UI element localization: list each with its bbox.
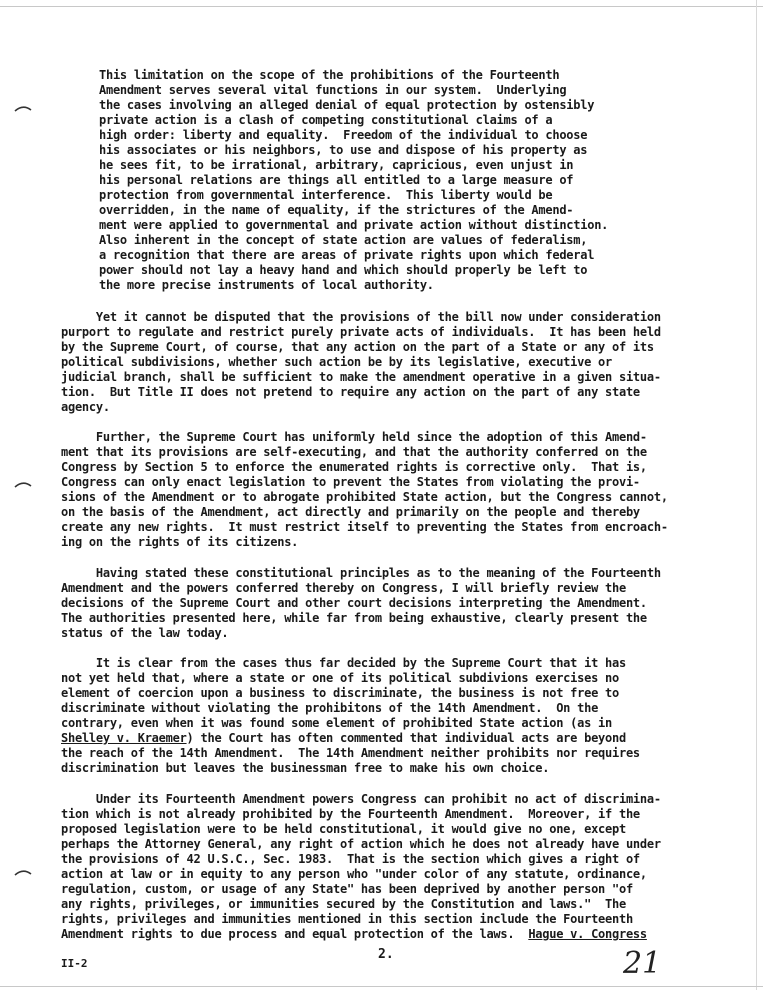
text-line: power should not lay a heavy hand and which should properly be left to — [99, 263, 588, 277]
text-line: Congress can only enact legislation to prevent the States from violating the provi- — [61, 475, 640, 489]
case-citation-shelley: Shelley v. Kraemer — [61, 731, 187, 745]
handwritten-page-number: 21 — [623, 946, 662, 981]
text-line: he sees fit, to be irrational, arbitrary, capricious, even unjust in — [99, 158, 574, 172]
text-line: Amendment and the powers conferred thereby on Congress, I will briefly review the — [61, 581, 626, 595]
text-line: overridden, in the name of equality, if the strictures of the Amend- — [99, 203, 574, 217]
text-line: a recognition that there are areas of private rights upon which federal — [99, 248, 595, 262]
paragraph-3 — [61, 430, 668, 550]
case-citation-hague: Hague v. Congress — [528, 927, 647, 941]
text-line: discriminate without violating the prohibitons of the 14th Amendment. On the — [61, 701, 599, 715]
text-line: proposed legislation were to be held constitutional, it would give no one, except — [61, 822, 626, 836]
paragraph-5 — [61, 656, 640, 776]
text-line: status of the law today. — [61, 626, 229, 640]
binding-mark-icon — [14, 104, 32, 112]
page-number: 2. — [378, 947, 394, 962]
binding-mark-icon — [14, 868, 32, 876]
text-line: Congress by Section 5 to enforce the enumerated rights is corrective only. That is, — [61, 460, 647, 474]
text-line: political subdivisions, whether such action be by its legislative, executive or — [61, 355, 612, 369]
paragraph-6 — [61, 792, 661, 942]
text-line: the provisions of 42 U.S.C., Sec. 1983. That is the section which gives a right of — [61, 852, 640, 866]
paragraph-2 — [61, 310, 661, 415]
text-line: create any new rights. It must restrict itself to preventing the States from encroach- — [61, 520, 668, 534]
text-line: regulation, custom, or usage of any State" has been deprived by another person "of — [61, 882, 633, 896]
text-line: perhaps the Attorney General, any right of action which he does not already have under — [61, 837, 661, 851]
text-span: ) the Court has often commented that individual acts are beyond — [186, 731, 626, 745]
text-line: judicial branch, shall be sufficient to make the amendment operative in a given situa- — [61, 370, 661, 384]
text-line: his personal relations are things all entitled to a large measure of — [99, 173, 574, 187]
text-line: purport to regulate and restrict purely private acts of individuals. It has been held — [61, 325, 661, 339]
text-line: tion which is not already prohibited by the Fourteenth Amendment. Moreover, if the — [61, 807, 640, 821]
paragraph-1 — [99, 68, 608, 293]
text-line: on the basis of the Amendment, act directly and primarily on the people and thereby — [61, 505, 640, 519]
text-line: discrimination but leaves the businessman free to make his own choice. — [61, 761, 550, 775]
text-line: Under its Fourteenth Amendment powers Congress can prohibit no act of discrimina- — [61, 792, 661, 806]
text-line: Further, the Supreme Court has uniformly held since the adoption of this Amend- — [61, 430, 647, 444]
paragraph-4 — [61, 566, 661, 641]
text-line: The authorities presented here, while far from being exhaustive, clearly present the — [61, 611, 647, 625]
text-line: sions of the Amendment or to abrogate prohibited State action, but the Congress cannot, — [61, 490, 668, 504]
text-line: ing on the rights of its citizens. — [61, 535, 299, 549]
text-line: Amendment serves several vital functions in our system. Underlying — [99, 83, 567, 97]
text-line: by the Supreme Court, of course, that any action on the part of a State or any of its — [61, 340, 654, 354]
text-line: element of coercion upon a business to discriminate, the business is not free to — [61, 686, 619, 700]
text-line — [61, 927, 661, 942]
text-line: the reach of the 14th Amendment. The 14th Amendment neither prohibits nor requires — [61, 746, 640, 760]
text-line: any rights, privileges, or immunities secured by the Constitution and laws." The — [61, 897, 626, 911]
scan-edge-top — [0, 6, 763, 7]
text-line: protection from governmental interference. This liberty would be — [99, 188, 553, 202]
text-line: the cases involving an alleged denial of equal protection by ostensibly — [99, 98, 595, 112]
text-line: high order: liberty and equality. Freedom of the individual to choose — [99, 128, 588, 142]
text-line: the more precise instruments of local authority. — [99, 278, 434, 292]
text-line: This limitation on the scope of the prohibitions of the Fourteenth — [99, 68, 560, 82]
text-line: private action is a clash of competing constitutional claims of a — [99, 113, 553, 127]
text-line: contrary, even when it was found some element of prohibited State action (as in — [61, 716, 612, 730]
text-span: Amendment rights to due process and equal protection of the laws. — [61, 927, 529, 941]
text-line: his associates or his neighbors, to use and dispose of his property as — [99, 143, 588, 157]
text-line: agency. — [61, 400, 110, 414]
text-line: ment were applied to governmental and private action without distinction. — [99, 218, 609, 232]
text-line: action at law or in equity to any person who "under color of any statute, ordinance, — [61, 867, 647, 881]
section-label: II-2 — [61, 957, 88, 970]
text-line: tion. But Title II does not pretend to require any action on the part of any state — [61, 385, 640, 399]
scan-edge-bottom — [0, 986, 763, 987]
text-line: not yet held that, where a state or one of its political subdivions exercises no — [61, 671, 619, 685]
binding-mark-icon — [14, 480, 32, 488]
text-line: decisions of the Supreme Court and other court decisions interpreting the Amendment. — [61, 596, 647, 610]
text-line: rights, privileges and immunities mentioned in this section include the Fourteenth — [61, 912, 633, 926]
text-line: Yet it cannot be disputed that the provisions of the bill now under consideration — [61, 310, 661, 324]
text-line: Also inherent in the concept of state action are values of federalism, — [99, 233, 588, 247]
scan-edge-right — [756, 0, 757, 990]
text-line: ment that its provisions are self-executing, and that the authority conferred on the — [61, 445, 647, 459]
text-line: It is clear from the cases thus far decided by the Supreme Court that it has — [61, 656, 626, 670]
text-line — [61, 731, 640, 746]
text-line: Having stated these constitutional principles as to the meaning of the Fourteenth — [61, 566, 661, 580]
